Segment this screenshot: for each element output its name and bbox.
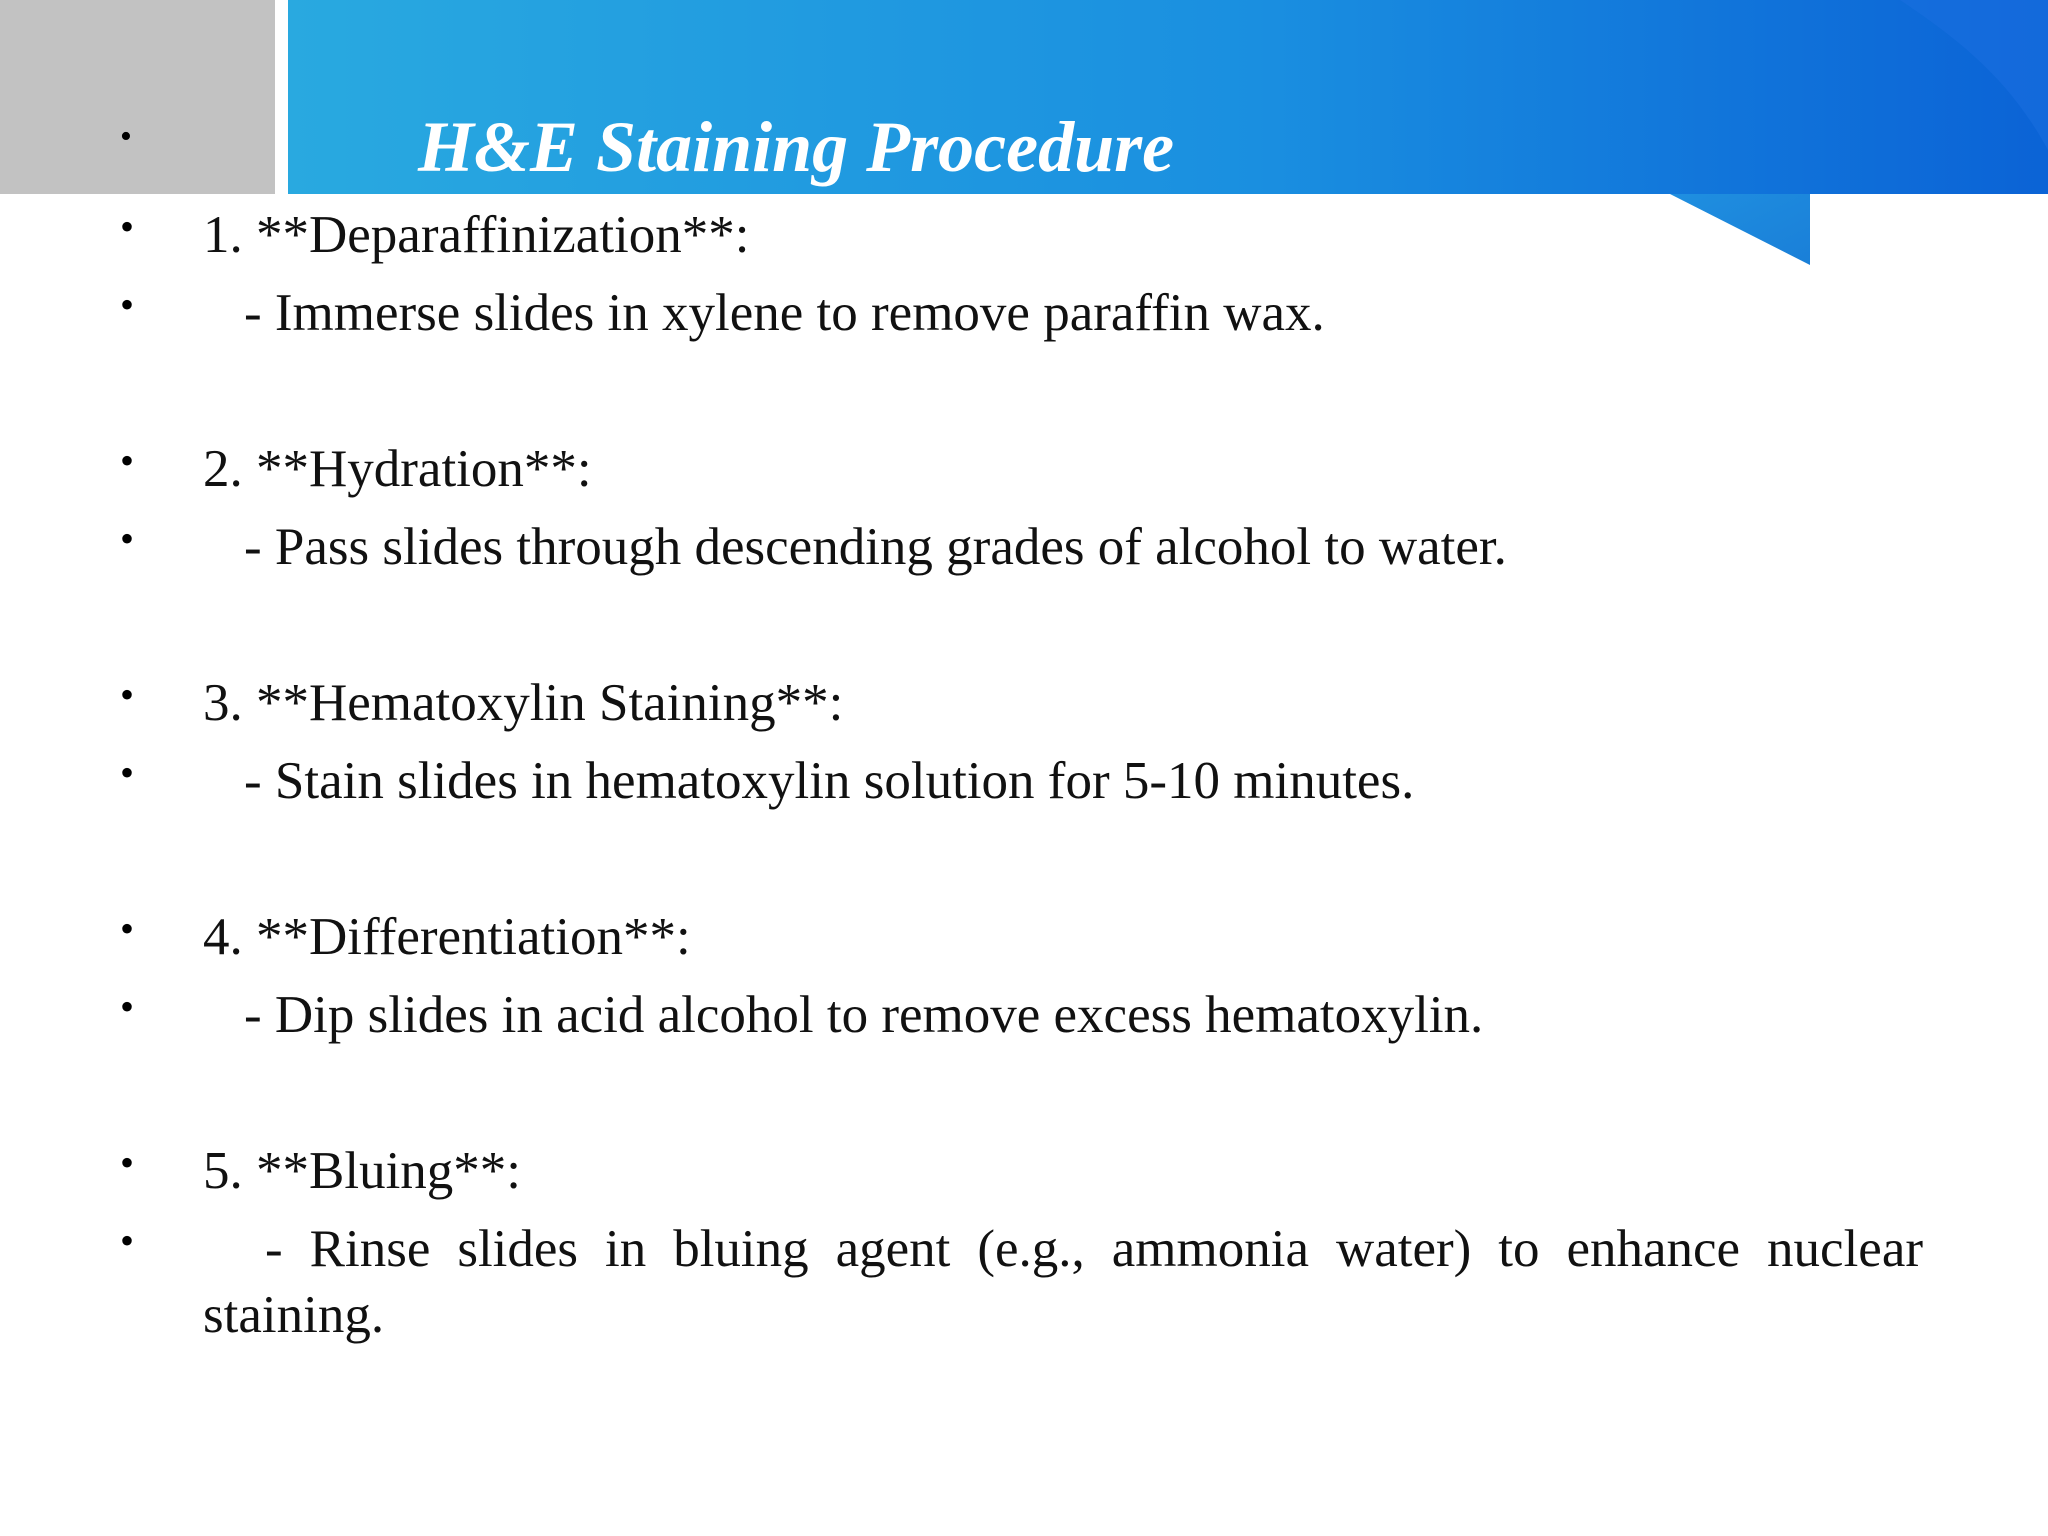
step-heading-text: 3. **Hematoxylin Staining**:	[203, 674, 844, 732]
step-detail-text: - Pass slides through descending grades of alcohol to water.	[244, 518, 1507, 576]
step-detail-text: - Stain slides in hematoxylin solution for 5-10 minutes.	[244, 752, 1415, 810]
bullet-dot: •	[120, 984, 135, 1029]
slide-title: H&E Staining Procedure	[418, 107, 1175, 187]
step-heading-text: 4. **Differentiation**:	[203, 908, 691, 966]
bullet-dot: •	[120, 750, 135, 795]
bullet-dot: •	[120, 672, 135, 717]
step-detail-text: - Immerse slides in xylene to remove paraffin wax.	[244, 284, 1325, 342]
bullet-dot: •	[120, 204, 135, 249]
bullet-dot: •	[120, 1140, 135, 1185]
bullet-dot: •	[120, 438, 135, 483]
step-heading-text: 5. **Bluing**:	[203, 1142, 522, 1200]
bullet-dot: •	[120, 1218, 135, 1263]
step-detail-text: - Dip slides in acid alcohol to remove excess hematoxylin.	[244, 986, 1484, 1044]
bullet-dot: •	[120, 516, 135, 561]
title-bullet: •	[120, 118, 132, 155]
step-heading-text: 1. **Deparaffinization**:	[203, 206, 750, 264]
step-detail-text: - Rinse slides in bluing agent (e.g., ammonia water) to enhance nuclear staining.	[203, 1220, 1923, 1344]
bullet-dot: •	[120, 282, 135, 327]
step-heading-text: 2. **Hydration**:	[203, 440, 592, 498]
bullet-dot: •	[120, 906, 135, 951]
